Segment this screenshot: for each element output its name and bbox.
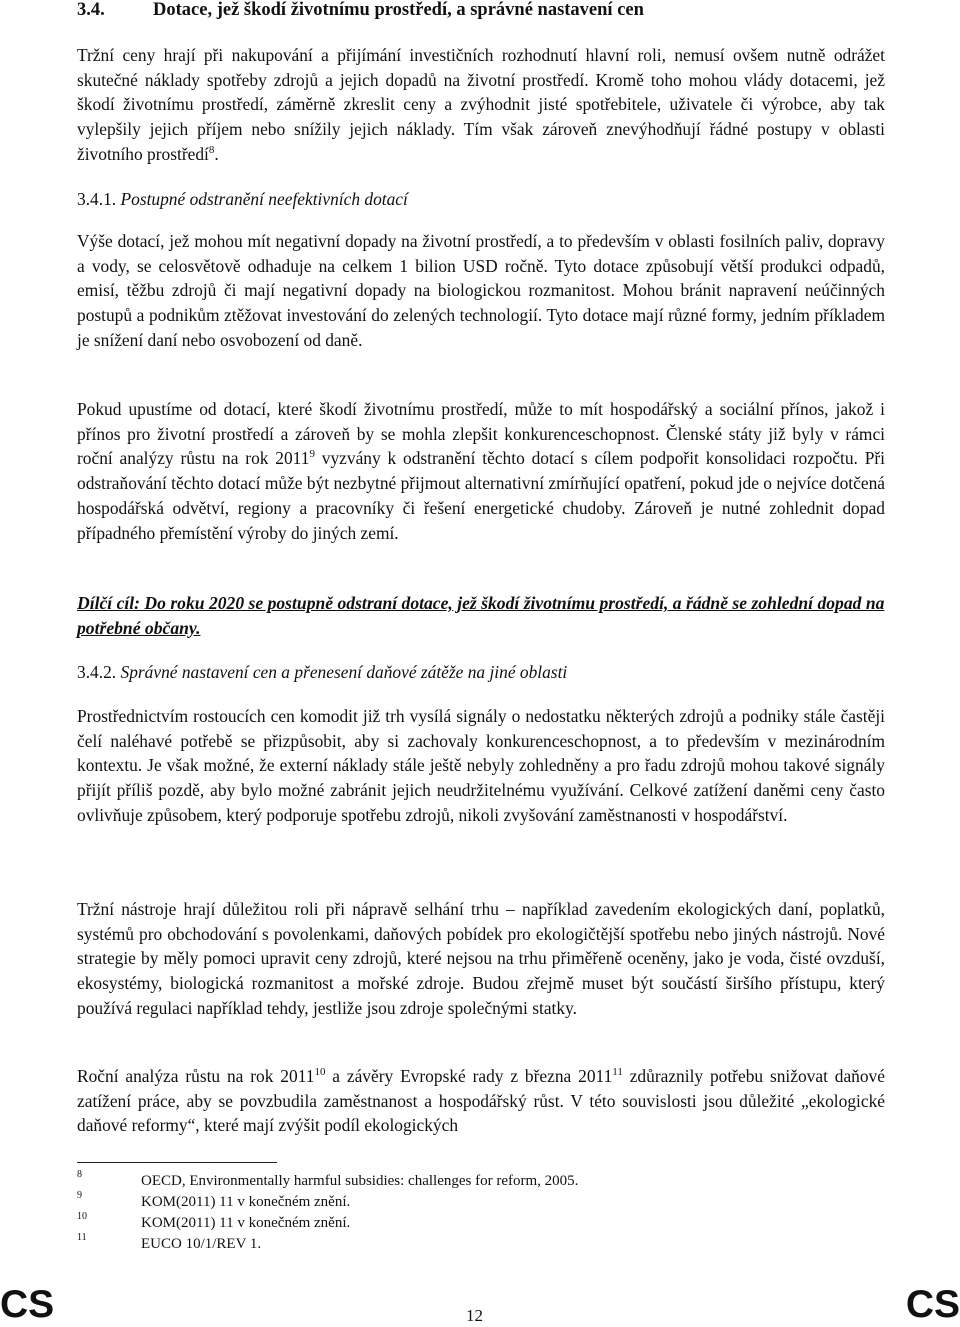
footnote-mark: 10: [77, 1211, 87, 1222]
footnote-mark: 8: [77, 1169, 82, 1180]
footnote-ref-9[interactable]: 9: [309, 448, 315, 461]
subsection-number-2: 3.4.2.: [77, 662, 117, 682]
language-code-right: CS: [905, 1283, 960, 1326]
subsection-heading-2: [77, 660, 567, 684]
sub-goal-statement: Dílčí cíl: Do roku 2020 se postupně odstraní dotace, jež škodí životnímu prostředí, a řádně se zohlední dopad na potřebné občany.: [77, 593, 885, 638]
section-title: Dotace, jež škodí životnímu prostředí, a správné nastavení cen: [153, 0, 644, 20]
footnote-ref-11[interactable]: 11: [612, 1066, 623, 1079]
footnote-text: KOM(2011) 11 v konečném znění.: [141, 1194, 351, 1210]
section-heading: [77, 0, 885, 22]
section-number: 3.4.: [77, 0, 105, 20]
paragraph-1-end: .: [214, 143, 219, 164]
paragraph-1: [77, 43, 885, 167]
page-number: 12: [466, 1306, 483, 1325]
footnote-ref-8[interactable]: 8: [208, 144, 215, 157]
footnote-ref-10[interactable]: 10: [314, 1066, 326, 1079]
footnote-mark: 11: [77, 1232, 87, 1243]
paragraph-6: [77, 1064, 885, 1138]
subsection-title-1: Postupné odstranění neefektivních dotací: [120, 189, 408, 209]
paragraph-3: [77, 397, 885, 545]
paragraph-2: Výše dotací, jež mohou mít negativní dopady na životní prostředí, a to především v oblasti fosilních paliv, dopravy a vody, se celosvětově odhaduje na celkem 1 bilion USD ročně. Tyto dotace způsobují větší produkci odpadů, emisí, těžbu zdrojů či mají negativní dopady na biologickou rozmanitost. Mohou bránit napravení neúčinných postupů a podnikům ztěžovat investování do zelených technologií. Tyto dotace mají různé formy, jedním příkladem je snížení daní nebo osvobození od daně.: [77, 231, 885, 350]
subsection-number-1: 3.4.1.: [77, 189, 117, 209]
footnote-text: EUCO 10/1/REV 1.: [141, 1236, 262, 1252]
footnote-text: KOM(2011) 11 v konečném znění.: [141, 1215, 351, 1231]
footnote-text: OECD, Environmentally harmful subsidies: challenges for reform, 2005.: [141, 1173, 579, 1189]
paragraph-6-text-2: a závěry Evropské rady z března 2011: [325, 1066, 613, 1086]
paragraph-3-continued: vyzvány k odstranění těchto dotací s cílem podpořit konsolidaci rozpočtu. Při odstraňování těchto dotací může být nezbytné přijmout alternativní zmírňující opatření, pokud jde o nejvíce dotčená hospodářská odvětví, regiony a pracovníky či řešení energetické chudoby. Zároveň je nutné zohlednit dopad případného přemístění výroby do jiných zemí.: [77, 448, 885, 543]
paragraph-4: Prostřednictvím rostoucích cen komodit již trh vysílá signály o nedostatku některých zdrojů a podniky stále častěji čelí naléhavé potřebě se přizpůsobit, aby si zachovaly konkurenceschopnost, a to především v mezinárodním kontextu. Je však možné, že externí náklady stále ještě nebyly zohledněny a pro řadu zdrojů mohou takové signály přijít příliš pozdě, aby bylo možné zabránit jejich neudržitelnému využívání. Celkové zatížení daněmi ceny často ovlivňuje způsobem, který podporuje spotřebu zdrojů, nikoli zvyšování zaměstnanosti v hospodářství.: [77, 706, 885, 825]
footnote-separator: [77, 1162, 277, 1163]
paragraph-1-text: Tržní ceny hrají při nakupování a přijímání investičních rozhodnutí hlavní roli, nemusí ovšem nutně odrážet skutečné náklady spotřeby zdrojů a jejich dopadů na životní prostředí. Kromě toho mohou vlády dotacemi, jež škodí životnímu prostředí, záměrně zkreslit ceny a zvýhodnit jisté spotřebitele, uživatele či výrobce, aby tak vylepšily jejich příjem nebo snížily jejich náklady. Tím však zároveň znevýhodňují řádné postupy v oblasti životního prostředí: [77, 45, 885, 164]
paragraph-5: Tržní nástroje hrají důležitou roli při nápravě selhání trhu – například zavedením ekologických daní, poplatků, systémů pro obchodování s povolenkami, daňových pobídek pro ekologičtější spotřebu nebo jiných nástrojů. Nové strategie by měly pomoci upravit ceny zdrojů, které nejsou na trhu přiměřeně oceněny, jako je voda, čisté ovzduší, ekosystémy, biologická rozmanitost a mořské zdroje. Budou zřejmě muset být součástí širšího přístupu, který používá regulaci například tehdy, jestliže jsou zdroje společnými statky.: [77, 899, 885, 1018]
subsection-title-2: Správné nastavení cen a přenesení daňové zátěže na jiné oblasti: [120, 662, 568, 682]
paragraph-6-text-3: zdůraznily potřebu snižovat daňové zatížení práce, aby se povzbudila zaměstnanost a hospodářský růst. V této souvislosti jsou důležité „ekologické daňové reformy“, které mají zvýšit podíl ekologických: [77, 1066, 885, 1136]
paragraph-6-text: Roční analýza růstu na rok 2011: [77, 1066, 315, 1086]
language-code-left: CS: [0, 1283, 55, 1326]
subsection-heading-1: [77, 187, 408, 211]
footnote-mark: 9: [77, 1190, 82, 1201]
paragraph-3-text: Pokud upustíme od dotací, které škodí životnímu prostředí, může to mít hospodářský a sociální přínos, jakož i přínos pro životní prostředí a zároveň by se mohla zlepšit konkurenceschopnost. Členské státy již byly v rámci roční analýzy růstu na rok 2011: [77, 399, 885, 469]
